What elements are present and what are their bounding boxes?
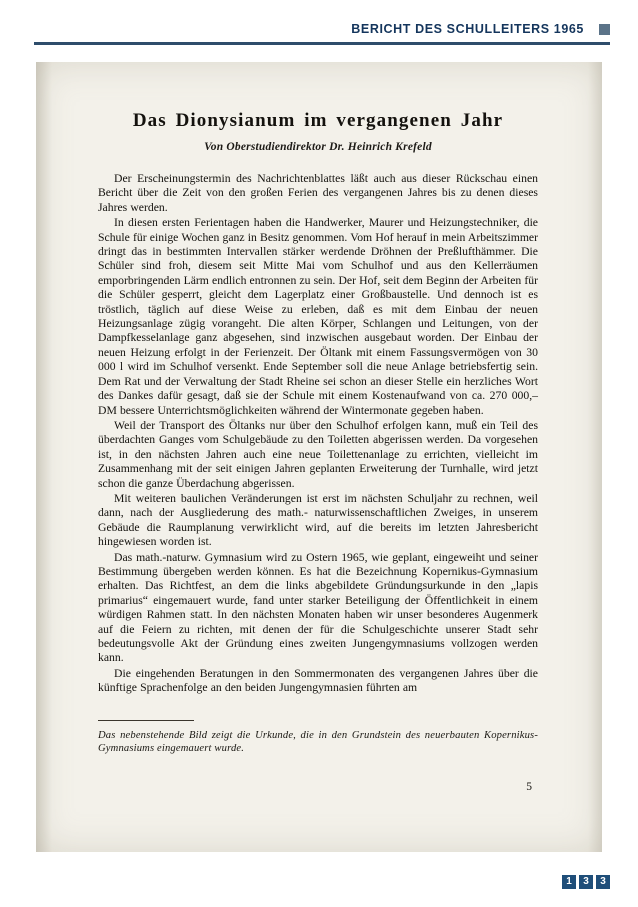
header-title: BERICHT DES SCHULLEITERS 1965	[351, 22, 584, 36]
paragraph: Die eingehenden Beratungen in den Sommermonaten des vergangenen Jahres über die künftige Sprachenfolge an den beiden Jungengymnasien führten am	[98, 666, 538, 695]
document-title: Das Dionysianum im vergangenen Jahr	[132, 110, 504, 131]
page-chip[interactable]: 3	[596, 875, 610, 889]
page-header	[34, 22, 610, 52]
document-body	[98, 110, 538, 793]
page-chip[interactable]: 3	[579, 875, 593, 889]
page-chip[interactable]: 1	[562, 875, 576, 889]
document-subtitle: Von Oberstudiendirektor Dr. Heinrich Krefeld	[204, 141, 432, 153]
header-marker-icon	[599, 24, 610, 35]
scanned-page-sheet	[36, 62, 602, 852]
footnote-divider	[98, 720, 194, 721]
paragraph: Das math.-naturw. Gymnasium wird zu Ostern 1965, wie geplant, eingeweiht und seiner Bestimmung übergeben werden können. Es hat die Bezeichnung Kopernikus-Gymnasium erhalten. Das Richtfest, an dem die links abgebildete Gründungsurkunde in den „lapis primarius“ eingemauert wurde, fand unter starker Beteiligung der Öffentlichkeit in einem würdigen Rahmen statt. In den nächsten Monaten haben wir unser besonderes Augenmerk auf die Feiern zu richten, mit denen der für die Schulgeschichte unserer Stadt sehr bedeutungsvolle Akt der Gründung eines zweiten Jungengymnasiums vollzogen werden kann.	[98, 550, 538, 665]
page-indicator	[562, 875, 610, 889]
paragraph: Weil der Transport des Öltanks nur über den Schulhof erfolgen kann, muß ein Teil des überdachten Ganges vom Schulgebäude zu den Toiletten abgerissen werden. Da vorgesehen ist, in den nächsten Jahren auch eine neue Toilettenanlage zu errichten, vielleicht im Zusammenhang mit der seit einigen Jahren geplanten Erweiterung der Turnhalle, wird jetzt schon die ganze Überdachung abgerissen.	[98, 418, 538, 490]
paragraph: In diesen ersten Ferientagen haben die Handwerker, Maurer und Heizungstechniker, die Schule für einige Wochen ganz in Besitz genommen. Vom Hof herauf in mein Arbeitszimmer dringt das in bestimmten Intervallen stärker werdende Dröhnen der Preßlufthämmer. Die Schüler sind froh, diesem seit Mitte Mai vom Schulhof und aus den Kellerräumen emporbringenden Lärm endlich entronnen zu sein. Der Hof, seit dem Beginn der Arbeiten für die Schüler gesperrt, gleicht dem Lagerplatz einer Großbaustelle. Und dennoch ist es tröstlich, täglich auf diese Weise zu erleben, daß es mit dem Einbau der neuen Heizungsanlage zügig vorangeht. Die alten Körper, Schlangen und Leitungen, von der Dampfkesselanlage ganz abgesehen, sind inzwischen ausgebaut worden. Der Einbau der neuen Heizung erfolgt in der Ferienzeit. Der Öltank mit einem Fassungsvermögen von 30 000 l wird im Schulhof versenkt. Ende September soll die neue Anlage betriebsfertig sein. Dem Rat und der Verwaltung der Stadt Rheine sei schon an dieser Stelle ein herzliches Wort des Dankes dafür gesagt, daß sie der Schule mit einem Kostenaufwand von ca. 270 000,– DM bessere Unterrichtsmöglichkeiten während der Wintermonate gegeben haben.	[98, 216, 538, 417]
paragraph: Mit weiteren baulichen Veränderungen ist erst im nächsten Schuljahr zu rechnen, weil dann, nach der Ausgliederung des math.- naturwissenschaftlichen Zweiges, in unserem Gebäude die Raumplanung verwirklicht wird, auf die bereits im letzten Jahresbericht hingewiesen worden ist.	[98, 491, 538, 549]
paragraph: Der Erscheinungstermin des Nachrichtenblattes läßt auch aus dieser Rückschau einen Bericht über die Zeit von den großen Ferien des vergangenen Jahres bis zu denen dieses Jahres werden.	[98, 172, 538, 214]
footnote-text: Das nebenstehende Bild zeigt die Urkunde, die in den Grundstein des neuerbauten Kopernikus-Gymnasiums eingemauert wurde.	[98, 729, 538, 754]
header-divider	[34, 42, 610, 45]
page-number: 5	[526, 780, 532, 793]
